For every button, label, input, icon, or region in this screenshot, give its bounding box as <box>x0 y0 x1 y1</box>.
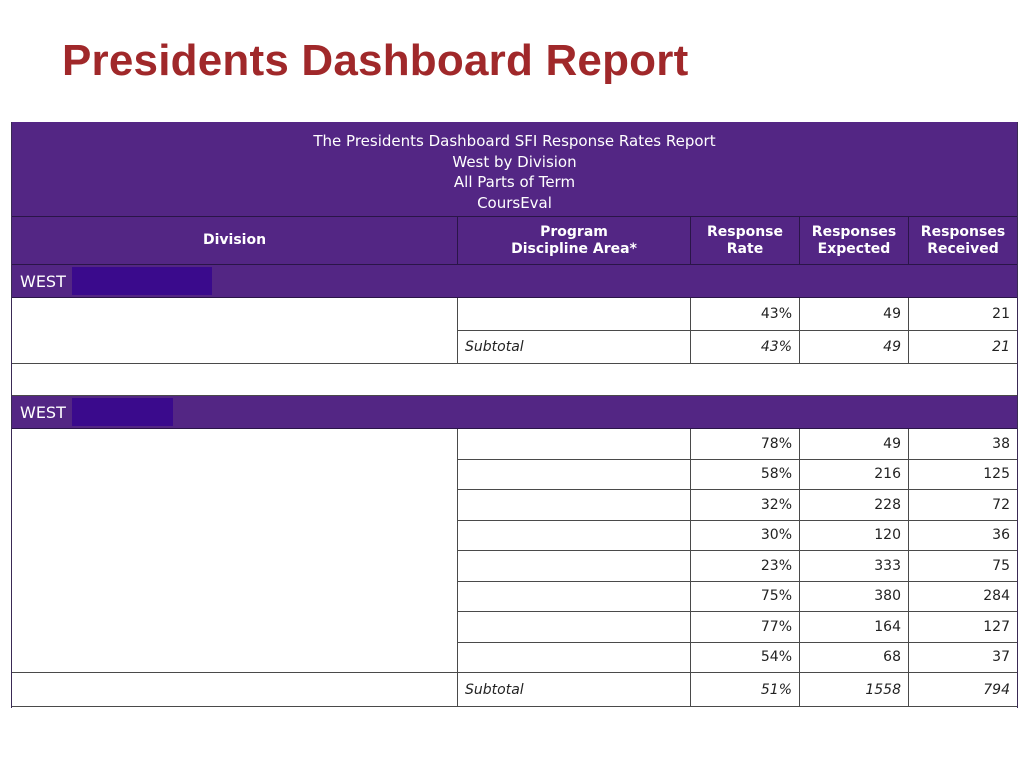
subtotal-received: 21 <box>909 331 1017 364</box>
rate-cell: 23% <box>691 551 800 582</box>
division-label: WEST <box>20 272 66 291</box>
program-cell <box>458 551 691 582</box>
expected-cell: 333 <box>800 551 909 582</box>
rate-cell: 32% <box>691 490 800 521</box>
received-cell: 38 <box>909 429 1017 460</box>
rate-cell: 75% <box>691 582 800 613</box>
header-responses-received: Responses Received <box>909 217 1017 265</box>
rate-cell: 54% <box>691 643 800 674</box>
program-cell <box>458 643 691 674</box>
header-responses-expected: Responses Expected <box>800 217 909 265</box>
rate-cell: 78% <box>691 429 800 460</box>
page-title: Presidents Dashboard Report <box>62 36 689 85</box>
subtotal-expected: 1558 <box>800 673 909 707</box>
subtotal-received: 794 <box>909 673 1017 707</box>
received-cell: 284 <box>909 582 1017 613</box>
program-cell <box>458 582 691 613</box>
subtotal-label: Subtotal <box>458 673 691 707</box>
received-cell: 75 <box>909 551 1017 582</box>
received-cell: 125 <box>909 460 1017 491</box>
received-cell: 36 <box>909 521 1017 552</box>
report-banner <box>12 122 1017 217</box>
banner-term: All Parts of Term <box>453 173 576 191</box>
rate-cell: 77% <box>691 612 800 643</box>
banner-subtitle: West by Division <box>452 152 577 171</box>
rate-cell: 30% <box>691 521 800 552</box>
division-label: WEST <box>20 403 66 422</box>
rate-cell: 58% <box>691 460 800 491</box>
program-cell <box>458 612 691 643</box>
division-group-header <box>12 396 1017 429</box>
expected-cell: 68 <box>800 643 909 674</box>
header-division: Division <box>12 217 458 265</box>
received-cell: 21 <box>909 298 1017 331</box>
redacted-name <box>72 267 212 295</box>
division-cell <box>12 298 458 364</box>
banner-title: The Presidents Dashboard SFI Response Rates Report <box>313 132 716 150</box>
expected-cell: 49 <box>800 429 909 460</box>
subtotal-rate: 43% <box>691 331 800 364</box>
report-table <box>11 122 1018 708</box>
received-cell: 72 <box>909 490 1017 521</box>
subtotal-label: Subtotal <box>458 331 691 364</box>
expected-cell: 49 <box>800 298 909 331</box>
division-cell <box>12 429 458 673</box>
expected-cell: 164 <box>800 612 909 643</box>
program-cell <box>458 429 691 460</box>
expected-cell: 228 <box>800 490 909 521</box>
received-cell: 127 <box>909 612 1017 643</box>
subtotal-rate: 51% <box>691 673 800 707</box>
expected-cell: 380 <box>800 582 909 613</box>
rate-cell: 43% <box>691 298 800 331</box>
banner-source: CoursEval <box>477 193 552 212</box>
received-cell: 37 <box>909 643 1017 674</box>
header-program: Program Discipline Area* <box>458 217 691 265</box>
program-cell <box>458 521 691 552</box>
program-cell <box>458 460 691 491</box>
expected-cell: 216 <box>800 460 909 491</box>
division-cell <box>12 673 458 707</box>
header-response-rate: Response Rate <box>691 217 800 265</box>
redacted-name <box>72 398 173 426</box>
program-cell <box>458 298 691 331</box>
spacer-row <box>12 364 1017 396</box>
subtotal-expected: 49 <box>800 331 909 364</box>
expected-cell: 120 <box>800 521 909 552</box>
division-group-header <box>12 265 1017 298</box>
program-cell <box>458 490 691 521</box>
